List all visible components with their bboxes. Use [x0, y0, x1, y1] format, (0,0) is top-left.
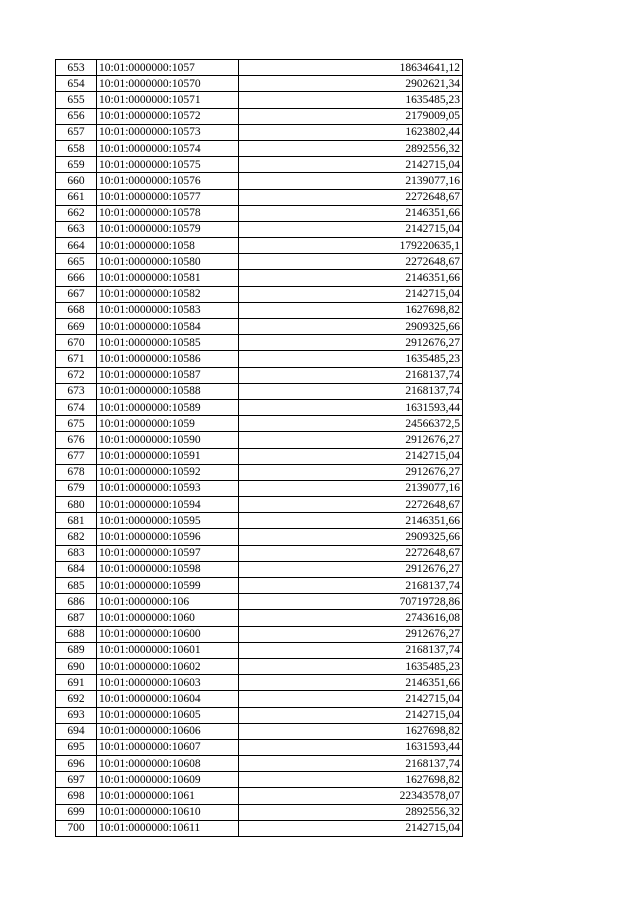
row-number-cell: 681 — [56, 513, 97, 529]
cadastral-value-cell: 2909325,66 — [239, 529, 463, 545]
cadastral-value-cell: 2892556,32 — [239, 804, 463, 820]
table-row — [56, 594, 463, 610]
row-number-cell: 697 — [56, 772, 97, 788]
cadastral-number-cell: 10:01:0000000:10603 — [97, 675, 239, 691]
cadastral-number-cell: 10:01:0000000:10572 — [97, 108, 239, 124]
table-row — [56, 108, 463, 124]
table-row — [56, 578, 463, 594]
row-number-cell: 692 — [56, 691, 97, 707]
cadastral-number-cell: 10:01:0000000:10595 — [97, 513, 239, 529]
row-number-cell: 676 — [56, 432, 97, 448]
cadastral-number-cell: 10:01:0000000:10591 — [97, 448, 239, 464]
table-row — [56, 189, 463, 205]
table-row — [56, 675, 463, 691]
cadastral-number-cell: 10:01:0000000:10601 — [97, 642, 239, 658]
table-row — [56, 545, 463, 561]
row-number-cell: 654 — [56, 76, 97, 92]
cadastral-number-cell: 10:01:0000000:10596 — [97, 529, 239, 545]
row-number-cell: 668 — [56, 302, 97, 318]
table-row — [56, 788, 463, 804]
table-row — [56, 432, 463, 448]
cadastral-number-cell: 10:01:0000000:10576 — [97, 173, 239, 189]
cadastral-value-cell: 18634641,12 — [239, 60, 463, 76]
table-row — [56, 221, 463, 237]
row-number-cell: 700 — [56, 820, 97, 836]
cadastral-value-cell: 2142715,04 — [239, 221, 463, 237]
table-row — [56, 561, 463, 577]
row-number-cell: 672 — [56, 367, 97, 383]
cadastral-number-cell: 10:01:0000000:10577 — [97, 189, 239, 205]
cadastral-number-cell: 10:01:0000000:10606 — [97, 723, 239, 739]
cadastral-value-cell: 2909325,66 — [239, 319, 463, 335]
cadastral-value-cell: 1627698,82 — [239, 723, 463, 739]
row-number-cell: 679 — [56, 480, 97, 496]
cadastral-number-cell: 10:01:0000000:10585 — [97, 335, 239, 351]
row-number-cell: 699 — [56, 804, 97, 820]
cadastral-value-cell: 1635485,23 — [239, 351, 463, 367]
row-number-cell: 656 — [56, 108, 97, 124]
cadastral-number-cell: 10:01:0000000:10593 — [97, 480, 239, 496]
table-row — [56, 367, 463, 383]
cadastral-number-cell: 10:01:0000000:10584 — [97, 319, 239, 335]
cadastral-value-cell: 24566372,5 — [239, 416, 463, 432]
row-number-cell: 693 — [56, 707, 97, 723]
row-number-cell: 687 — [56, 610, 97, 626]
cadastral-number-cell: 10:01:0000000:10598 — [97, 561, 239, 577]
row-number-cell: 677 — [56, 448, 97, 464]
cadastral-value-cell: 2168137,74 — [239, 578, 463, 594]
cadastral-number-cell: 10:01:0000000:10578 — [97, 205, 239, 221]
table-row — [56, 756, 463, 772]
cadastral-number-cell: 10:01:0000000:10582 — [97, 286, 239, 302]
cadastral-number-cell: 10:01:0000000:10589 — [97, 399, 239, 415]
cadastral-value-cell: 2168137,74 — [239, 756, 463, 772]
cadastral-number-cell: 10:01:0000000:10574 — [97, 140, 239, 156]
row-number-cell: 674 — [56, 399, 97, 415]
cadastral-number-cell: 10:01:0000000:10588 — [97, 383, 239, 399]
cadastral-number-cell: 10:01:0000000:10587 — [97, 367, 239, 383]
cadastral-value-cell: 2168137,74 — [239, 383, 463, 399]
cadastral-value-cell: 22343578,07 — [239, 788, 463, 804]
row-number-cell: 658 — [56, 140, 97, 156]
cadastral-value-cell: 2142715,04 — [239, 691, 463, 707]
table-row — [56, 513, 463, 529]
cadastral-value-cell: 2912676,27 — [239, 335, 463, 351]
cadastral-number-cell: 10:01:0000000:10581 — [97, 270, 239, 286]
table-row — [56, 92, 463, 108]
cadastral-value-cell: 1627698,82 — [239, 302, 463, 318]
cadastral-number-cell: 10:01:0000000:10597 — [97, 545, 239, 561]
cadastral-value-cell: 1635485,23 — [239, 658, 463, 674]
cadastral-number-cell: 10:01:0000000:10590 — [97, 432, 239, 448]
table-row — [56, 60, 463, 76]
cadastral-number-cell: 10:01:0000000:1061 — [97, 788, 239, 804]
table-row — [56, 820, 463, 836]
table-row — [56, 772, 463, 788]
row-number-cell: 682 — [56, 529, 97, 545]
cadastral-value-cell: 2142715,04 — [239, 157, 463, 173]
cadastral-number-cell: 10:01:0000000:10580 — [97, 254, 239, 270]
row-number-cell: 659 — [56, 157, 97, 173]
cadastral-number-cell: 10:01:0000000:10579 — [97, 221, 239, 237]
row-number-cell: 673 — [56, 383, 97, 399]
cadastral-number-cell: 10:01:0000000:10602 — [97, 658, 239, 674]
table-row — [56, 739, 463, 755]
cadastral-number-cell: 10:01:0000000:10570 — [97, 76, 239, 92]
cadastral-number-cell: 10:01:0000000:10608 — [97, 756, 239, 772]
table-row — [56, 335, 463, 351]
cadastral-number-cell: 10:01:0000000:106 — [97, 594, 239, 610]
row-number-cell: 653 — [56, 60, 97, 76]
row-number-cell: 684 — [56, 561, 97, 577]
cadastral-value-cell: 2272648,67 — [239, 497, 463, 513]
cadastral-number-cell: 10:01:0000000:10583 — [97, 302, 239, 318]
cadastral-value-cell: 2912676,27 — [239, 561, 463, 577]
cadastral-value-cell: 2272648,67 — [239, 189, 463, 205]
cadastral-number-cell: 10:01:0000000:10600 — [97, 626, 239, 642]
table-row — [56, 173, 463, 189]
cadastral-value-cell: 2179009,05 — [239, 108, 463, 124]
table-row — [56, 205, 463, 221]
cadastral-number-cell: 10:01:0000000:10604 — [97, 691, 239, 707]
cadastral-value-cell: 2912676,27 — [239, 464, 463, 480]
row-number-cell: 655 — [56, 92, 97, 108]
row-number-cell: 688 — [56, 626, 97, 642]
cadastral-number-cell: 10:01:0000000:10599 — [97, 578, 239, 594]
cadastral-value-cell: 2142715,04 — [239, 820, 463, 836]
cadastral-value-cell: 179220635,1 — [239, 238, 463, 254]
row-number-cell: 678 — [56, 464, 97, 480]
table-row — [56, 707, 463, 723]
table-row — [56, 319, 463, 335]
row-number-cell: 670 — [56, 335, 97, 351]
table-row — [56, 497, 463, 513]
cadastral-value-cell: 1631593,44 — [239, 739, 463, 755]
cadastral-value-cell: 1635485,23 — [239, 92, 463, 108]
row-number-cell: 667 — [56, 286, 97, 302]
table-row — [56, 529, 463, 545]
table-row — [56, 723, 463, 739]
row-number-cell: 662 — [56, 205, 97, 221]
cadastral-number-cell: 10:01:0000000:10611 — [97, 820, 239, 836]
table-row — [56, 286, 463, 302]
cadastral-value-cell: 2146351,66 — [239, 270, 463, 286]
table-row — [56, 140, 463, 156]
row-number-cell: 660 — [56, 173, 97, 189]
cadastral-number-cell: 10:01:0000000:10573 — [97, 124, 239, 140]
table-row — [56, 399, 463, 415]
table-row — [56, 124, 463, 140]
cadastral-number-cell: 10:01:0000000:10607 — [97, 739, 239, 755]
row-number-cell: 696 — [56, 756, 97, 772]
row-number-cell: 685 — [56, 578, 97, 594]
cadastral-number-cell: 10:01:0000000:10605 — [97, 707, 239, 723]
table-row — [56, 448, 463, 464]
cadastral-number-cell: 10:01:0000000:10594 — [97, 497, 239, 513]
cadastral-number-cell: 10:01:0000000:10575 — [97, 157, 239, 173]
table-row — [56, 383, 463, 399]
row-number-cell: 665 — [56, 254, 97, 270]
table-row — [56, 254, 463, 270]
table-row — [56, 302, 463, 318]
cadastral-value-cell: 2912676,27 — [239, 626, 463, 642]
cadastral-value-cell: 2902621,34 — [239, 76, 463, 92]
cadastral-value-cell: 2272648,67 — [239, 254, 463, 270]
row-number-cell: 675 — [56, 416, 97, 432]
row-number-cell: 691 — [56, 675, 97, 691]
row-number-cell: 695 — [56, 739, 97, 755]
row-number-cell: 661 — [56, 189, 97, 205]
cadastral-value-cell: 2168137,74 — [239, 642, 463, 658]
row-number-cell: 657 — [56, 124, 97, 140]
cadastral-value-cell: 2168137,74 — [239, 367, 463, 383]
cadastral-number-cell: 10:01:0000000:10609 — [97, 772, 239, 788]
cadastral-number-cell: 10:01:0000000:10571 — [97, 92, 239, 108]
cadastral-number-cell: 10:01:0000000:10592 — [97, 464, 239, 480]
row-number-cell: 671 — [56, 351, 97, 367]
cadastral-value-cell: 1627698,82 — [239, 772, 463, 788]
row-number-cell: 698 — [56, 788, 97, 804]
table-row — [56, 76, 463, 92]
cadastral-number-cell: 10:01:0000000:10610 — [97, 804, 239, 820]
table-row — [56, 480, 463, 496]
cadastral-value-cell: 2146351,66 — [239, 513, 463, 529]
row-number-cell: 666 — [56, 270, 97, 286]
cadastral-value-cell: 2272648,67 — [239, 545, 463, 561]
cadastral-value-cell: 1623802,44 — [239, 124, 463, 140]
cadastral-number-cell: 10:01:0000000:1059 — [97, 416, 239, 432]
cadastral-value-cell: 2912676,27 — [239, 432, 463, 448]
table-body — [56, 60, 463, 837]
row-number-cell: 680 — [56, 497, 97, 513]
cadastral-number-cell: 10:01:0000000:1060 — [97, 610, 239, 626]
data-table — [55, 59, 463, 837]
cadastral-value-cell: 2142715,04 — [239, 707, 463, 723]
row-number-cell: 669 — [56, 319, 97, 335]
row-number-cell: 663 — [56, 221, 97, 237]
row-number-cell: 683 — [56, 545, 97, 561]
cadastral-value-cell: 2146351,66 — [239, 205, 463, 221]
row-number-cell: 664 — [56, 238, 97, 254]
cadastral-number-cell: 10:01:0000000:1058 — [97, 238, 239, 254]
row-number-cell: 694 — [56, 723, 97, 739]
table-row — [56, 658, 463, 674]
table-row — [56, 691, 463, 707]
cadastral-number-cell: 10:01:0000000:10586 — [97, 351, 239, 367]
cadastral-value-cell: 2142715,04 — [239, 286, 463, 302]
table-row — [56, 464, 463, 480]
cadastral-value-cell: 2142715,04 — [239, 448, 463, 464]
cadastral-value-cell: 2146351,66 — [239, 675, 463, 691]
row-number-cell: 689 — [56, 642, 97, 658]
table-row — [56, 626, 463, 642]
cadastral-value-cell: 2743616,08 — [239, 610, 463, 626]
cadastral-number-cell: 10:01:0000000:1057 — [97, 60, 239, 76]
row-number-cell: 686 — [56, 594, 97, 610]
table-row — [56, 416, 463, 432]
table-row — [56, 804, 463, 820]
cadastral-value-cell: 2892556,32 — [239, 140, 463, 156]
table-row — [56, 157, 463, 173]
table-row — [56, 351, 463, 367]
table-row — [56, 610, 463, 626]
table-row — [56, 270, 463, 286]
table-row — [56, 642, 463, 658]
cadastral-value-cell: 2139077,16 — [239, 480, 463, 496]
table-row — [56, 238, 463, 254]
cadastral-value-cell: 2139077,16 — [239, 173, 463, 189]
cadastral-value-cell: 1631593,44 — [239, 399, 463, 415]
cadastral-value-cell: 70719728,86 — [239, 594, 463, 610]
row-number-cell: 690 — [56, 658, 97, 674]
